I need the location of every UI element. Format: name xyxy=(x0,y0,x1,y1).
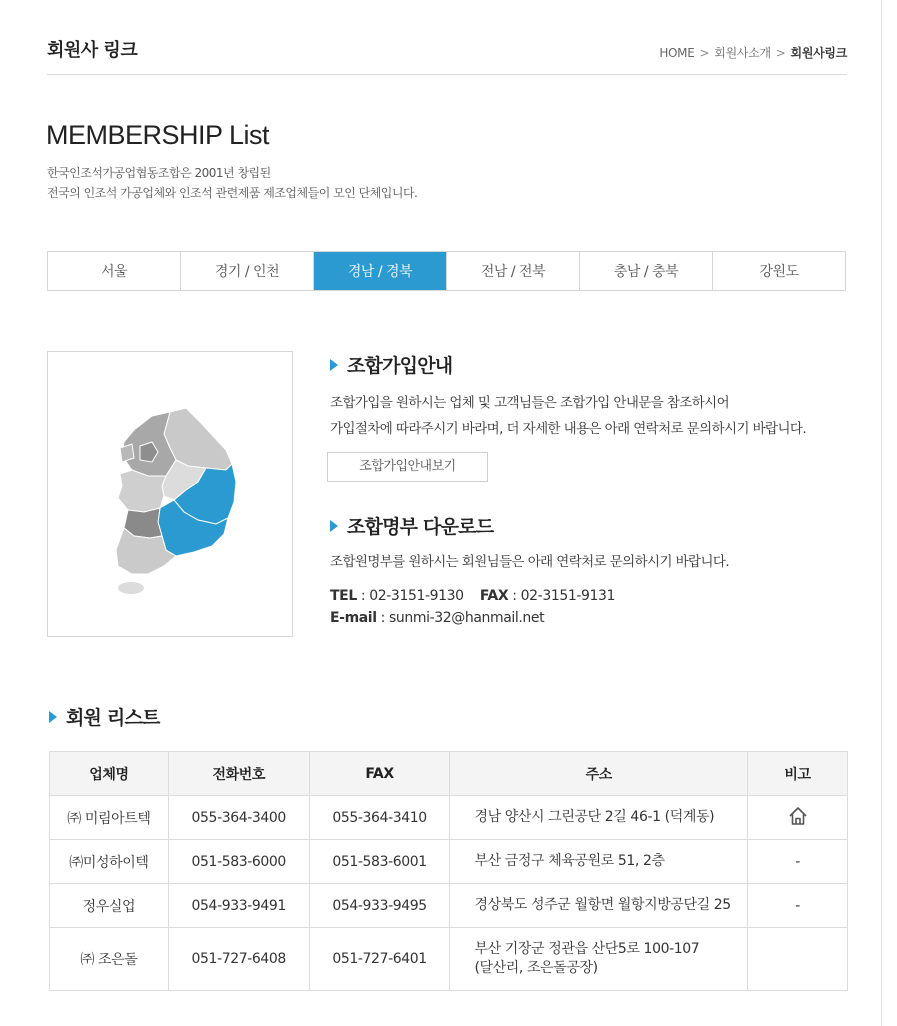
tel-label: TEL xyxy=(330,588,357,604)
contact-email-line: E-mail : sunmi-32@hanmail.net xyxy=(330,610,545,626)
note xyxy=(748,796,848,840)
company-name: ㈜미성하이텍 xyxy=(50,840,169,884)
note: - xyxy=(748,840,848,884)
col-company: 업체명 xyxy=(50,752,169,796)
join-heading xyxy=(330,351,850,378)
fax: 054-933-9495 xyxy=(309,884,450,928)
home-icon[interactable] xyxy=(787,805,809,831)
fax: 055-364-3410 xyxy=(309,796,450,840)
korea-map xyxy=(47,351,293,637)
fax: 051-583-6001 xyxy=(309,840,450,884)
table-row xyxy=(50,840,848,884)
join-text-line-1: 조합가입을 원하시는 업체 및 고객님들은 조합가입 안내문을 참조하시어 xyxy=(330,395,730,411)
map-region-chungnam xyxy=(118,470,166,512)
download-heading xyxy=(330,512,850,539)
triangle-right-icon xyxy=(49,711,57,723)
chevron-right-icon: > xyxy=(775,45,786,60)
company-name: ㈜ 조은돌 xyxy=(50,928,169,991)
triangle-right-icon xyxy=(330,520,338,532)
phone: 055-364-3400 xyxy=(168,796,309,840)
join-description xyxy=(330,390,850,442)
download-heading-text: 조합명부 다운로드 xyxy=(347,516,494,538)
table-row xyxy=(50,796,848,840)
table-row xyxy=(50,884,848,928)
note: - xyxy=(748,884,848,928)
contact-phone-line: TEL : 02-3151-9130 FAX : 02-3151-9131 xyxy=(330,588,616,604)
company-name: 정우실업 xyxy=(50,884,169,928)
col-phone: 전화번호 xyxy=(168,752,309,796)
fax: 051-727-6401 xyxy=(309,928,450,991)
map-region-jeju xyxy=(118,582,144,594)
table-header-row xyxy=(50,752,848,796)
chevron-right-icon: > xyxy=(699,45,710,60)
address-line-1: 부산 기장군 정관읍 산단5로 100-107 xyxy=(474,941,700,957)
info-panel xyxy=(330,351,850,629)
address: 부산 금정구 체육공원로 51, 2층 xyxy=(450,840,748,884)
address: 경상북도 성주군 월항면 월항지방공단길 25 xyxy=(450,884,748,928)
hero-description xyxy=(47,163,417,203)
contact-info xyxy=(330,585,850,629)
note xyxy=(748,928,848,991)
member-list-heading xyxy=(49,703,160,730)
email-value[interactable]: sunmi-32@hanmail.net xyxy=(389,610,545,626)
breadcrumb-about[interactable]: 회원사소개 xyxy=(714,46,771,60)
col-fax: FAX xyxy=(309,752,450,796)
page-header xyxy=(47,30,847,75)
phone: 051-727-6408 xyxy=(168,928,309,991)
page-right-border xyxy=(881,0,882,1026)
tab-chungnam-chungbuk[interactable]: 충남 / 충북 xyxy=(580,252,713,290)
breadcrumb-home[interactable]: HOME xyxy=(659,45,695,60)
tab-gyeongnam-gyeongbuk[interactable]: 경남 / 경북 xyxy=(314,252,447,290)
table-row xyxy=(50,928,848,991)
tab-gyeonggi-incheon[interactable]: 경기 / 인천 xyxy=(181,252,314,290)
join-text-line-2: 가입절차에 따라주시기 바라며, 더 자세한 내용은 아래 연락처로 문의하시기 바랍니다. xyxy=(330,421,807,437)
hero-desc-line-2: 전국의 인조석 가공업체와 인조석 관련제품 제조업체들이 모인 단체입니다. xyxy=(47,186,418,200)
hero-title: MEMBERSHIP List xyxy=(46,120,270,150)
fax-value: 02-3151-9131 xyxy=(520,588,616,604)
tab-seoul[interactable]: 서울 xyxy=(48,252,181,290)
breadcrumb xyxy=(659,44,847,61)
triangle-right-icon xyxy=(330,359,338,371)
join-heading-text: 조합가입안내 xyxy=(347,355,453,377)
member-list-heading-text: 회원 리스트 xyxy=(66,707,160,729)
company-name: ㈜ 미림아트텍 xyxy=(50,796,169,840)
address: 경남 양산시 그린공단 2길 46-1 (덕계동) xyxy=(450,796,748,840)
tel-value: 02-3151-9130 xyxy=(369,588,464,604)
join-guide-button[interactable]: 조합가입안내보기 xyxy=(327,452,488,482)
phone: 051-583-6000 xyxy=(168,840,309,884)
page-title: 회원사 링크 xyxy=(47,40,138,61)
download-description: 조합원명부를 원하시는 회원님들은 아래 연락처로 문의하시기 바랍니다. xyxy=(330,554,730,570)
col-note: 비고 xyxy=(748,752,848,796)
breadcrumb-current: 회원사링크 xyxy=(790,46,847,60)
fax-label: FAX xyxy=(479,588,509,604)
email-label: E-mail xyxy=(330,610,377,626)
member-table xyxy=(49,751,848,991)
region-tabs xyxy=(47,251,846,291)
col-address: 주소 xyxy=(450,752,748,796)
phone: 054-933-9491 xyxy=(168,884,309,928)
hero-desc-line-1: 한국인조석가공업협동조합은 2001년 창립된 xyxy=(47,166,271,180)
tab-jeonnam-jeonbuk[interactable]: 전남 / 전북 xyxy=(447,252,580,290)
tab-gangwon[interactable]: 강원도 xyxy=(759,264,799,280)
address xyxy=(450,928,748,991)
address-line-2: (달산리, 조은돌공장) xyxy=(474,960,598,976)
korea-map-graphic xyxy=(48,352,294,638)
